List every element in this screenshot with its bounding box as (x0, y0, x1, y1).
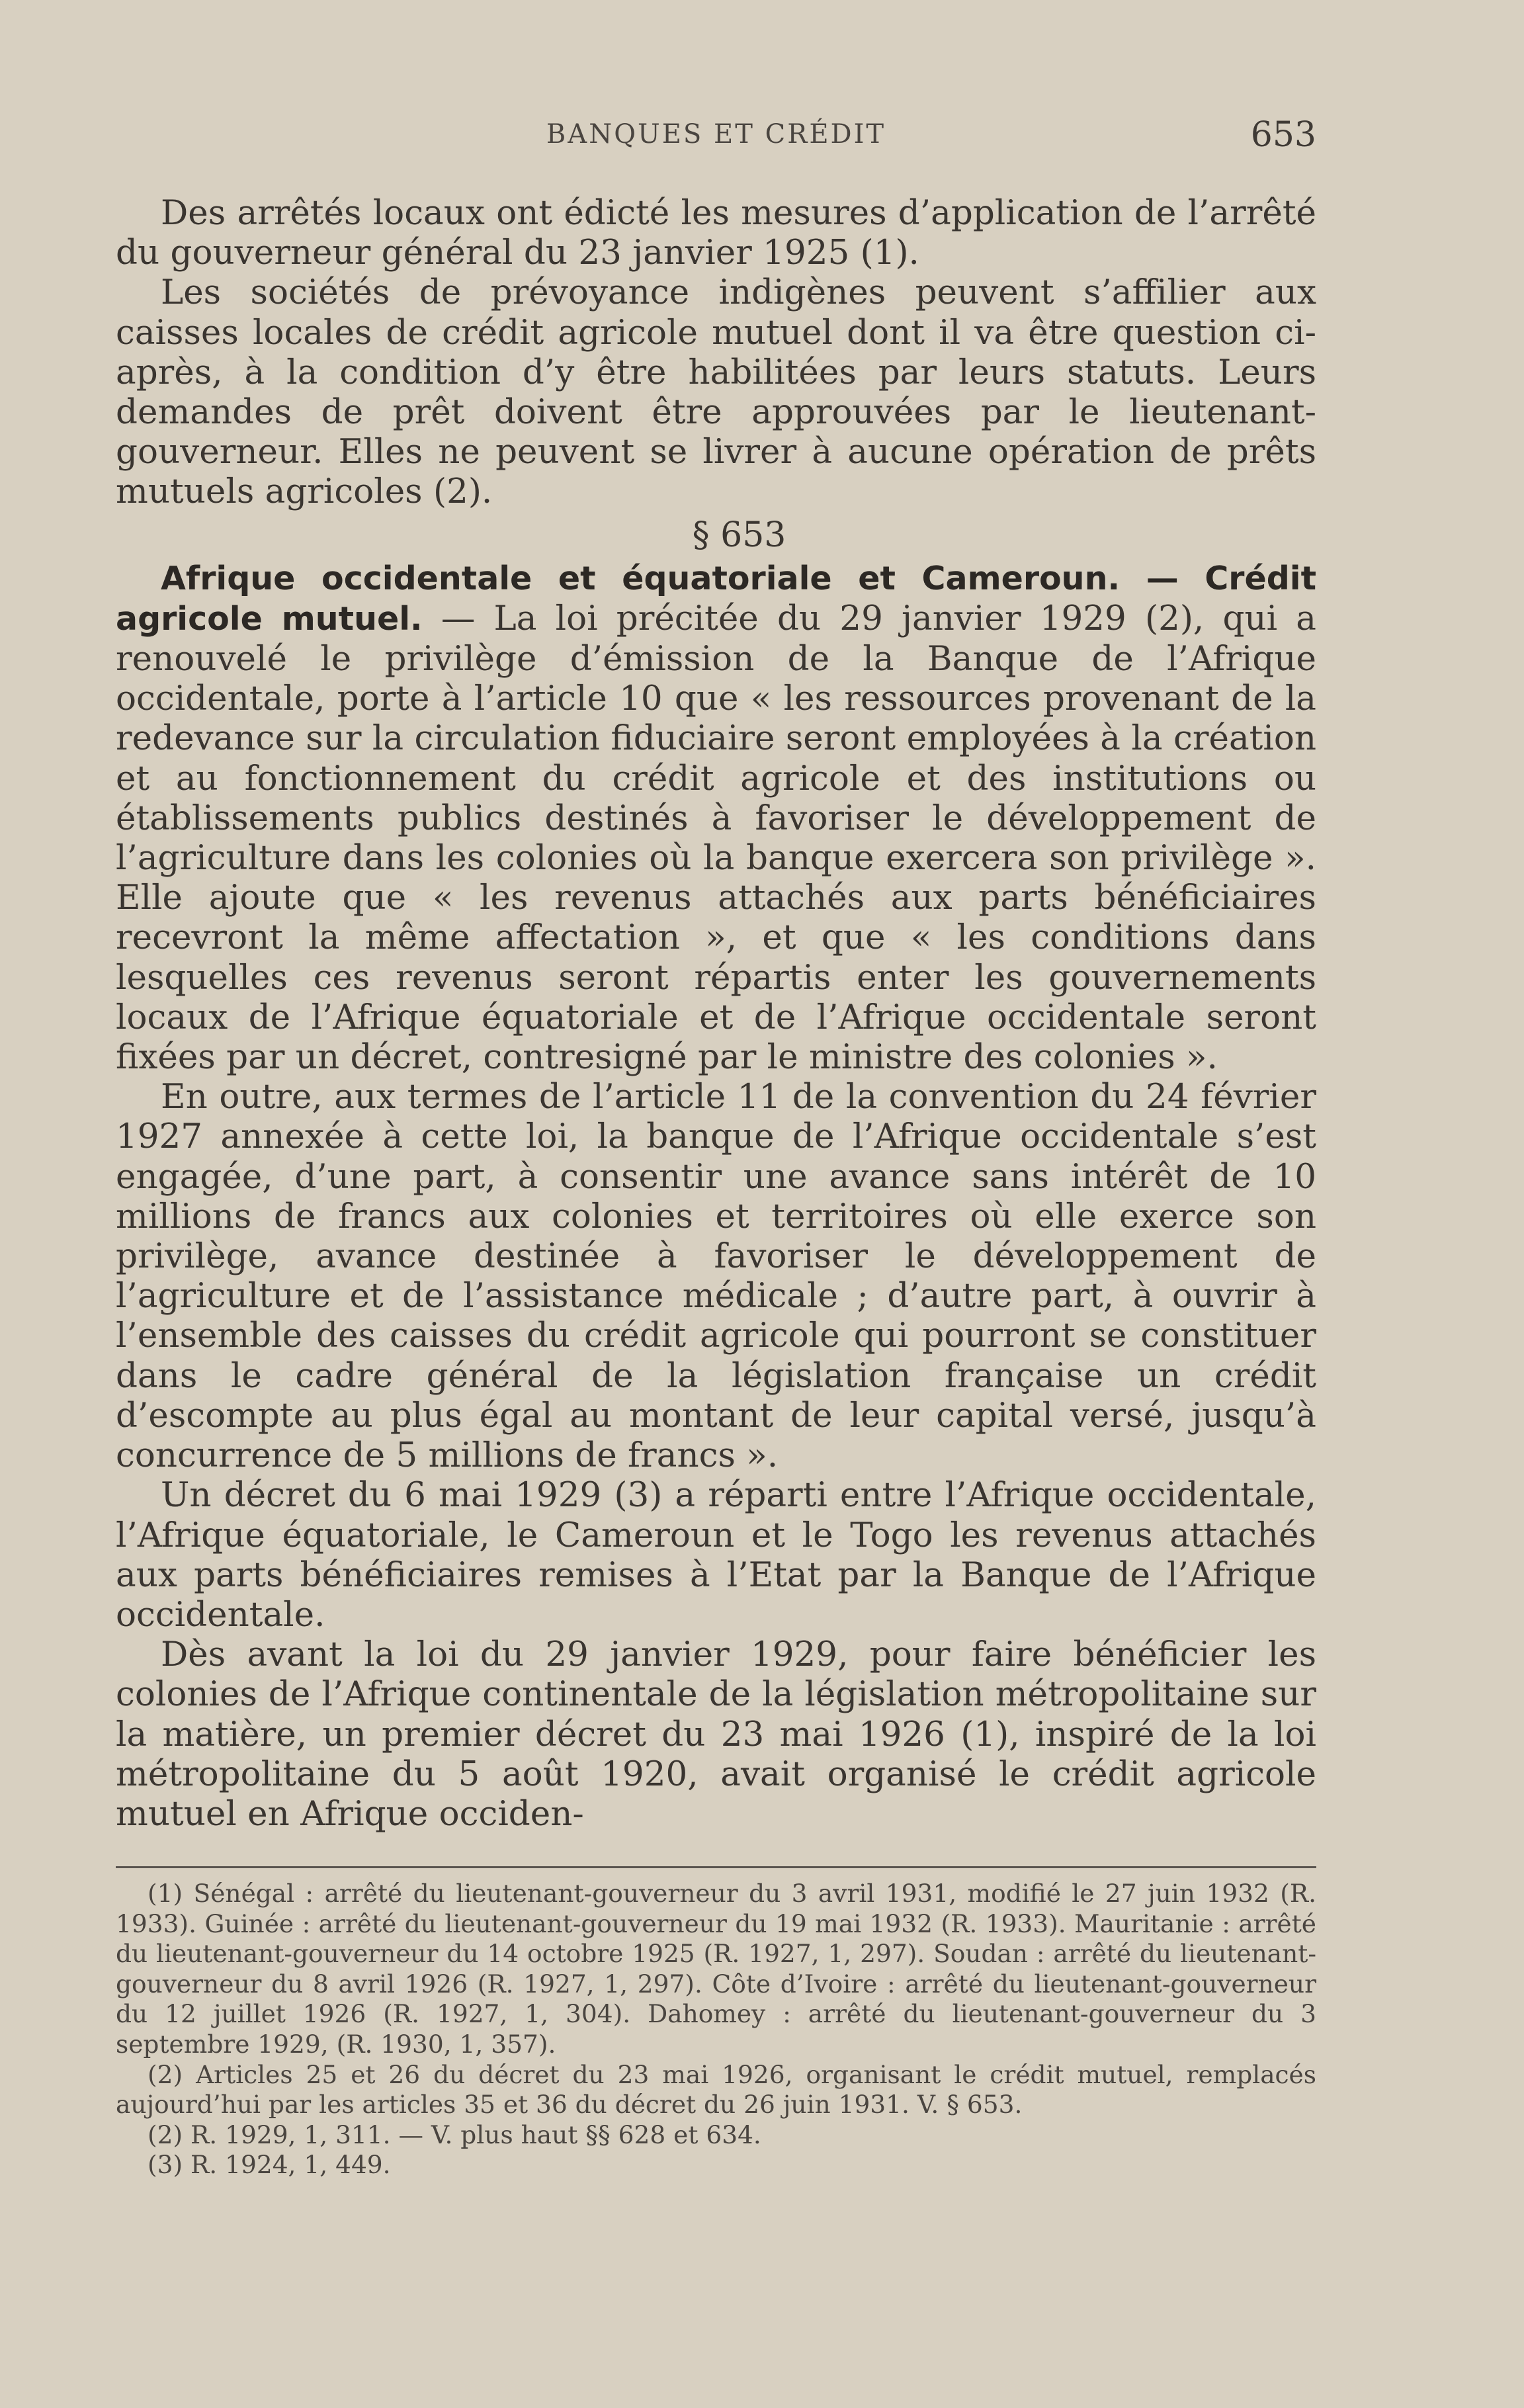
section-paragraph (116, 558, 1316, 1078)
footnote: (1) Sénégal : arrêté du lieutenant-gouverneur du 3 avril 1931, modifié le 27 juin 1932 (R. 1933). Guinée : arrêté du lieutenant-gouverneur du 19 mai 1932 (R. 1933). Mauritanie : arrêté du lieutenant-gouverneur du 14 octobre 1925 (R. 1927, 1, 297). Soudan : arrêté du lieutenant-gouverneur du 8 avril 1926 (R. 1927, 1, 297). Côte d’Ivoire : arrêté du lieutenant-gouverneur du 12 juillet 1926 (R. 1927, 1, 304). Dahomey : arrêté du lieutenant-gouverneur du 3 septembre 1929, (R. 1930, 1, 357). (116, 1879, 1316, 2059)
footnotes (116, 1879, 1316, 2180)
footnote: (2) R. 1929, 1, 311. — V. plus haut §§ 628 et 634. (148, 2120, 761, 2149)
main-text (116, 193, 1316, 1834)
paragraph: Un décret du 6 mai 1929 (3) a réparti entre l’Afrique occidentale, l’Afrique équatoriale, le Cameroun et le Togo les revenus attachés aux parts bénéficiaires remises à l’Etat par la Banque de l’Afrique occidentale. (116, 1475, 1316, 1635)
footnote: (2) Articles 25 et 26 du décret du 23 mai 1926, organisant le crédit mutuel, remplacés aujourd’hui par les articles 35 et 36 du décret du 26 juin 1931. V. § 653. (116, 2059, 1316, 2120)
footnote: (3) R. 1924, 1, 449. (148, 2150, 391, 2180)
footnote-rule (116, 1866, 1316, 1868)
page-number: 653 (1250, 115, 1316, 155)
paragraph: En outre, aux termes de l’article 11 de la convention du 24 février 1927 annexée à cette loi, la banque de l’Afrique occidentale s’est engagée, d’une part, à consentir une avance sans intérêt de 10 millions de francs aux colonies et territoires où elle exerce son privilège, avance destinée à favoriser le développement de l’agriculture et de l’assistance médicale ; d’autre part, à ouvrir à l’ensemble des caisses du crédit agricole qui pourront se constituer dans le cadre général de la législation française un crédit d’escompte au plus égal au montant de leur capital versé, jusqu’à concurrence de 5 millions de francs ». (116, 1077, 1316, 1476)
section-lead-text: — La loi précitée du 29 janvier 1929 (2), qui a renouvelé le privilège d’émission de la Banque de l’Afrique occidentale, porte à l’article 10 que « les ressources provenant de la redevance sur la circulation fiduciaire seront employées à la création et au fonctionnement du crédit agricole et des institutions ou établissements publics destinés à favoriser le développement de l’agriculture dans les colonies où la banque exercera son privilège ». Elle ajoute que « les revenus attachés aux parts bénéficiaires recevront la même affectation », et que « les conditions dans lesquelles ces revenus seront répartis enter les gouvernements locaux de l’Afrique équatoriale et de l’Afrique occidentale seront fixées par un décret, contresigné par le ministre des colonies ». (116, 598, 1316, 1078)
section-rubric: Afrique occidentale et équatoriale et Cameroun. — Crédit agricole mutuel. (116, 559, 1316, 638)
running-head-title: BANQUES ET CRÉDIT (546, 119, 886, 150)
running-head (116, 115, 1316, 159)
paragraph: Des arrêtés locaux ont édicté les mesures d’application de l’arrêté du gouverneur général du 23 janvier 1925 (1). (116, 193, 1316, 273)
paragraph: Les sociétés de prévoyance indigènes peuvent s’affilier aux caisses locales de crédit agricole mutuel dont il va être question ci-après, à la condition d’y être habilitées par leurs statuts. Leurs demandes de prêt doivent être approuvées par le lieutenant-gouverneur. Elles ne peuvent se livrer à aucune opération de prêts mutuels agricoles (2). (116, 273, 1316, 512)
paragraph: Dès avant la loi du 29 janvier 1929, pour faire bénéficier les colonies de l’Afrique continentale de la législation métropolitaine sur la matière, un premier décret du 23 mai 1926 (1), inspiré de la loi métropolitaine du 5 août 1920, avait organisé le crédit agricole mutuel en Afrique occiden- (116, 1635, 1316, 1834)
section-number: § 653 (692, 515, 786, 555)
